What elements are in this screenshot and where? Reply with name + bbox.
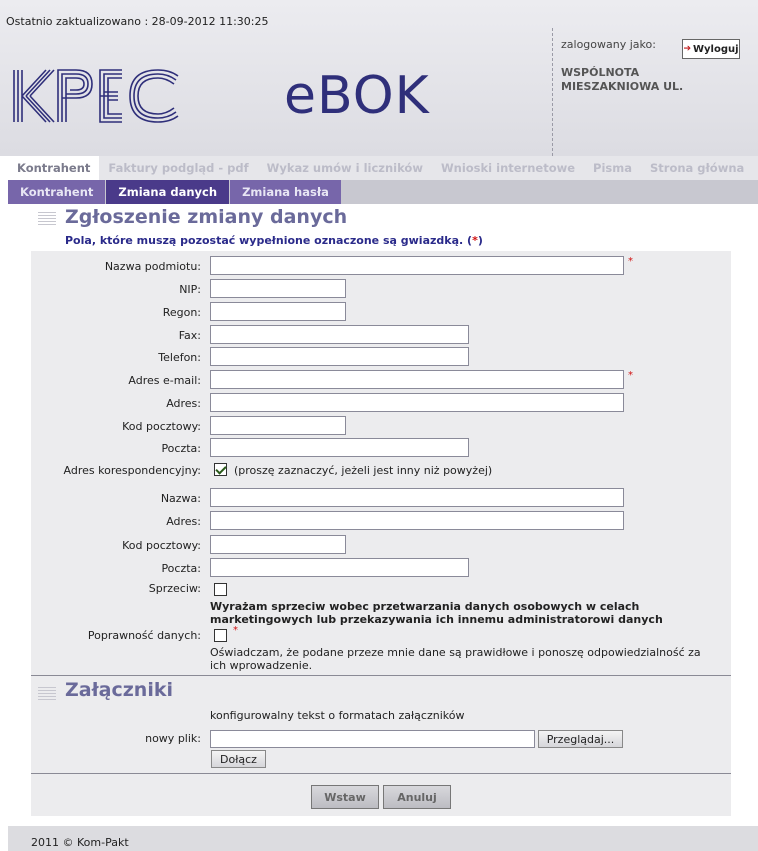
insert-button[interactable]: Wstaw bbox=[311, 785, 379, 809]
file-path-input[interactable] bbox=[210, 730, 535, 748]
poprawnosc-text-line1: Oświadczam, że podane przeze mnie dane są prawidłowe i ponoszę odpowiedzialność za bbox=[210, 646, 701, 659]
attachments-title: Załączniki bbox=[65, 679, 173, 701]
last-updated-text: Ostatnio zaktualizowano : 28-09-2012 11:30:25 bbox=[6, 15, 269, 28]
label-regon: Regon: bbox=[162, 306, 201, 319]
form-area bbox=[31, 251, 731, 816]
kpec-logo bbox=[12, 66, 184, 129]
footer bbox=[8, 826, 758, 851]
user-name bbox=[561, 66, 751, 94]
adres-korespondencyjny-hint: (proszę zaznaczyć, jeżeli jest inny niż powyżej) bbox=[234, 464, 493, 477]
label-corr-nazwa: Nazwa: bbox=[160, 492, 201, 505]
label-fax: Fax: bbox=[178, 329, 201, 342]
label-adres-korespondencyjny: Adres korespondencyjny: bbox=[63, 464, 201, 477]
required-note bbox=[65, 234, 483, 247]
telefon-input[interactable] bbox=[210, 347, 469, 366]
sprzeciw-text-line2: marketingowych lub przekazywania ich innemu administratorowi danych bbox=[210, 613, 663, 626]
ebok-logo: eBOK bbox=[284, 66, 430, 126]
required-note-text: Pola, które muszą pozostać wypełnione oznaczone są gwiazdką. ( bbox=[65, 234, 473, 247]
attachments-info: konfigurowalny tekst o formatach załączników bbox=[210, 709, 465, 722]
label-nip: NIP: bbox=[179, 283, 201, 296]
corr-kod-input[interactable] bbox=[210, 535, 346, 554]
user-name-line1: WSPÓLNOTA bbox=[561, 66, 640, 79]
label-corr-kod: Kod pocztowy: bbox=[122, 539, 201, 552]
footer-text: 2011 © Kom-Pakt bbox=[31, 836, 129, 849]
logged-in-label: zalogowany jako: bbox=[561, 38, 656, 51]
attachments-lines-icon bbox=[38, 687, 56, 701]
label-email: Adres e-mail: bbox=[128, 374, 201, 387]
divider-actions bbox=[31, 773, 731, 774]
nip-input[interactable] bbox=[210, 279, 346, 298]
user-panel bbox=[552, 28, 758, 156]
content bbox=[8, 204, 758, 824]
label-corr-poczta: Poczta: bbox=[161, 562, 201, 575]
required-star-email: * bbox=[628, 370, 633, 381]
label-corr-adres: Adres: bbox=[166, 515, 201, 528]
main-tab-faktury[interactable]: Faktury podgląd - pdf bbox=[108, 161, 249, 175]
label-nowy-plik: nowy plik: bbox=[145, 732, 201, 745]
main-tab-kontrahent[interactable]: Kontrahent bbox=[8, 156, 99, 180]
label-telefon: Telefon: bbox=[158, 351, 201, 364]
main-tab-strona-glowna[interactable]: Strona główna bbox=[650, 161, 745, 175]
sub-tab-zmiana-hasla[interactable]: Zmiana hasła bbox=[230, 180, 341, 204]
sprzeciw-text-line1: Wyrażam sprzeciw wobec przetwarzania danych osobowych w celach bbox=[210, 600, 640, 613]
logout-label: Wyloguj bbox=[692, 43, 739, 55]
kod-pocztowy-input[interactable] bbox=[210, 416, 346, 435]
sub-nav bbox=[8, 180, 758, 204]
logout-arrow-icon: ➔ bbox=[683, 44, 691, 54]
logout-button[interactable] bbox=[682, 39, 740, 59]
sprzeciw-checkbox[interactable] bbox=[214, 583, 227, 596]
required-star-nazwa: * bbox=[628, 256, 633, 267]
header bbox=[0, 0, 758, 156]
nazwa-podmiotu-input[interactable] bbox=[210, 256, 624, 275]
fax-input[interactable] bbox=[210, 325, 469, 344]
regon-input[interactable] bbox=[210, 302, 346, 321]
sub-tab-zmiana-danych[interactable]: Zmiana danych bbox=[106, 180, 229, 204]
browse-button[interactable]: Przeglądaj... bbox=[538, 730, 623, 748]
main-tab-wnioski[interactable]: Wnioski internetowe bbox=[440, 161, 576, 175]
corr-adres-input[interactable] bbox=[210, 511, 624, 530]
divider-attachments bbox=[31, 675, 731, 676]
required-star-poprawnosc: * bbox=[233, 625, 238, 636]
required-note-star: * bbox=[472, 234, 478, 247]
form-title: Zgłoszenie zmiany danych bbox=[65, 206, 348, 228]
label-poczta: Poczta: bbox=[161, 442, 201, 455]
adres-input[interactable] bbox=[210, 393, 624, 412]
poprawnosc-danych-checkbox[interactable] bbox=[214, 629, 227, 642]
label-sprzeciw: Sprzeciw: bbox=[148, 582, 201, 595]
main-tab-wykaz-umow[interactable]: Wykaz umów i liczników bbox=[266, 161, 423, 175]
poczta-input[interactable] bbox=[210, 438, 469, 457]
required-note-close: ) bbox=[477, 234, 483, 247]
poprawnosc-text-line2: ich wprowadzenie. bbox=[210, 659, 313, 672]
adres-korespondencyjny-checkbox[interactable] bbox=[214, 463, 227, 476]
email-input[interactable] bbox=[210, 370, 624, 389]
label-adres: Adres: bbox=[166, 397, 201, 410]
main-tab-pisma[interactable]: Pisma bbox=[593, 161, 632, 175]
label-poprawnosc-danych: Poprawność danych: bbox=[87, 629, 201, 642]
sub-tab-kontrahent[interactable]: Kontrahent bbox=[8, 180, 105, 204]
main-nav bbox=[8, 156, 758, 180]
user-name-line2: MIESZAKNIOWA UL. bbox=[561, 80, 684, 93]
corr-poczta-input[interactable] bbox=[210, 558, 469, 577]
corr-nazwa-input[interactable] bbox=[210, 488, 624, 507]
section-lines-icon bbox=[38, 212, 56, 226]
label-nazwa-podmiotu: Nazwa podmiotu: bbox=[104, 260, 201, 273]
label-kod-pocztowy: Kod pocztowy: bbox=[122, 420, 201, 433]
attach-button[interactable]: Dołącz bbox=[211, 750, 266, 768]
cancel-button[interactable]: Anuluj bbox=[383, 785, 451, 809]
